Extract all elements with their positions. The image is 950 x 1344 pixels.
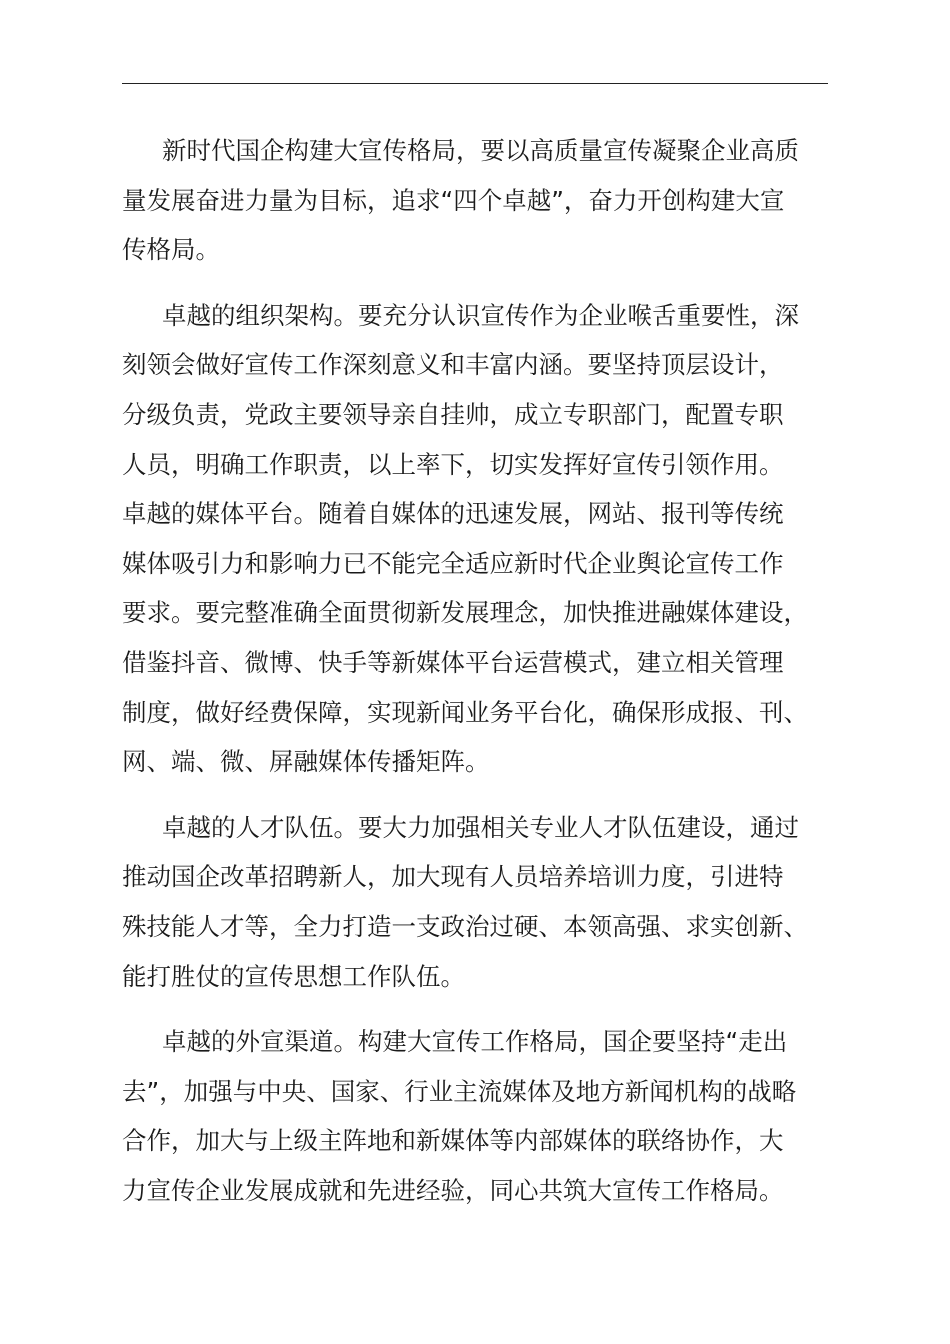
paragraph-line: 卓越的组织架构。要充分认识宣传作为企业喉舌重要性，深: [162, 300, 799, 330]
paragraph-line: 要求。要完整准确全面贯彻新发展理念，加快推进融媒体建设，: [122, 598, 808, 628]
paragraph-line: 殊技能人才等，全力打造一支政治过硬、本领高强、求实创新、: [122, 911, 808, 941]
paragraph-line: 卓越的媒体平台。随着自媒体的迅速发展，网站、报刊等传统: [122, 499, 784, 529]
paragraph-line: 合作，加大与上级主阵地和新媒体等内部媒体的联络协作，大: [122, 1126, 784, 1156]
paragraph-line: 能打胜仗的宣传思想工作队伍。: [122, 961, 465, 991]
paragraph-2: [122, 291, 834, 787]
document-body: [122, 126, 834, 1215]
paragraph-4: [122, 1017, 834, 1215]
paragraph-line: 媒体吸引力和影响力已不能完全适应新时代企业舆论宣传工作: [122, 548, 784, 578]
paragraph-line: 量发展奋进力量为目标，追求“四个卓越”，奋力开创构建大宣: [122, 185, 785, 215]
paragraph-line: 推动国企改革招聘新人，加大现有人员培养培训力度，引进特: [122, 862, 784, 892]
paragraph-line: 力宣传企业发展成就和先进经验，同心共筑大宣传工作格局。: [122, 1175, 784, 1205]
paragraph-line: 卓越的外宣渠道。构建大宣传工作格局，国企要坚持“走出: [162, 1027, 788, 1057]
paragraph-3: [122, 803, 834, 1001]
paragraph-line: 网、端、微、屏融媒体传播矩阵。: [122, 747, 490, 777]
paragraph-line: 借鉴抖音、微博、快手等新媒体平台运营模式，建立相关管理: [122, 647, 784, 677]
paragraph-line: 去”，加强与中央、国家、行业主流媒体及地方新闻机构的战略: [122, 1076, 797, 1106]
paragraph-line: 卓越的人才队伍。要大力加强相关专业人才队伍建设，通过: [162, 812, 799, 842]
paragraph-line: 新时代国企构建大宣传格局，要以高质量宣传凝聚企业高质: [162, 136, 799, 165]
header-rule: [122, 83, 828, 84]
paragraph-1: [122, 126, 834, 275]
paragraph-line: 传格局。: [122, 235, 220, 265]
paragraph-line: 分级负责，党政主要领导亲自挂帅，成立专职部门，配置专职: [122, 399, 784, 429]
paragraph-line: 人员，明确工作职责，以上率下，切实发挥好宣传引领作用。: [122, 449, 784, 479]
paragraph-line: 制度，做好经费保障，实现新闻业务平台化，确保形成报、刊、: [122, 697, 808, 727]
paragraph-line: 刻领会做好宣传工作深刻意义和丰富内涵。要坚持顶层设计，: [122, 350, 784, 380]
